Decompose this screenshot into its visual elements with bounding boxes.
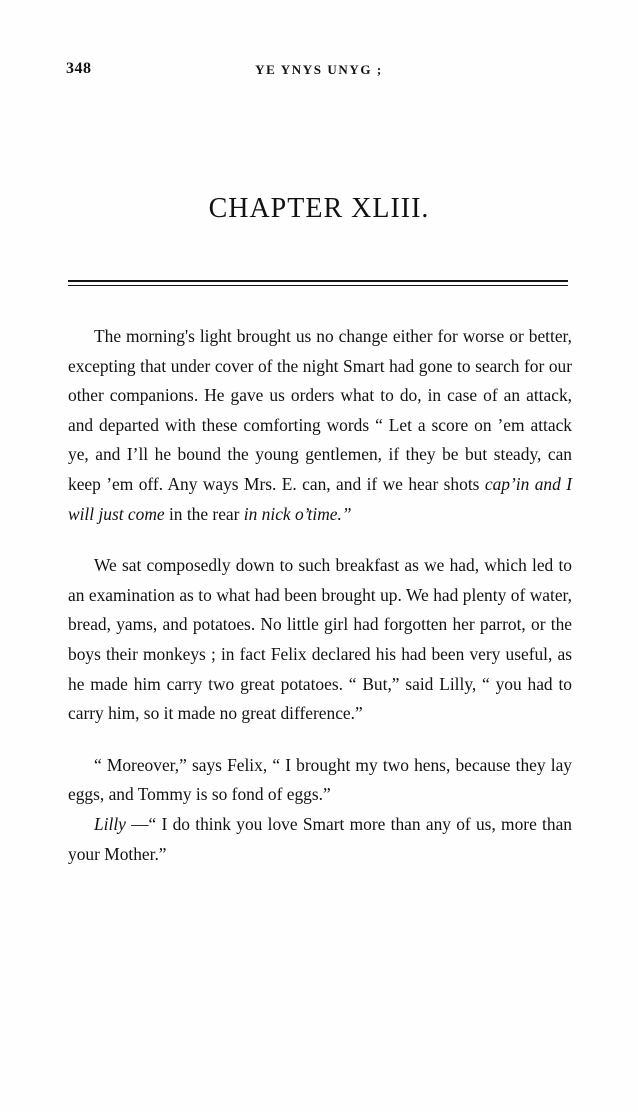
italic-run: in nick o’time.” [243, 503, 352, 524]
rule-thin [68, 285, 568, 286]
body-text [68, 322, 572, 891]
chapter-title: CHAPTER XLIII. [208, 193, 430, 224]
paragraph-2: We sat composedly down to such breakfast as we had, which led to an examination as to what had been brought up. We had plenty of water, bread, yams, and potatoes. No little girl had forgotten her parrot, or the boys their monkeys ; in fact Felix declared his had been very useful, as he made him carry two great potatoes. “ But,” said Lilly, “ you had to carry him, so it made no great difference.” [68, 555, 572, 724]
paragraph-4: Lilly —“ I do think you love Smart more than any of us, more than your Mother.” [68, 813, 572, 864]
paragraph-3: “ Moreover,” says Felix, “ I brought my two hens, because they lay eggs, and Tommy is so fond of eggs.” [68, 754, 572, 805]
running-head [0, 60, 638, 82]
page-number: 348 [66, 60, 92, 77]
running-head-title: YE YNYS UNYG ; [255, 62, 383, 77]
italic-run: cap’in and I will just come [68, 473, 572, 524]
italic-run: Lilly [94, 813, 126, 834]
paragraph-1: The morning's light brought us no change either for worse or better, excepting that under cover of the night Smart had gone to search for our other companions. He gave us orders what to do, in case of an attack, and departed with these comforting words “ Let a score on ’em attack ye, and I’ll he bound the young gentlemen, if they be but steady, can keep ’em off. Any ways Mrs. E. can, and if we hear shots cap’in and I will just come in the rear in nick o’time.” [68, 326, 572, 524]
double-rule-divider [68, 280, 568, 286]
